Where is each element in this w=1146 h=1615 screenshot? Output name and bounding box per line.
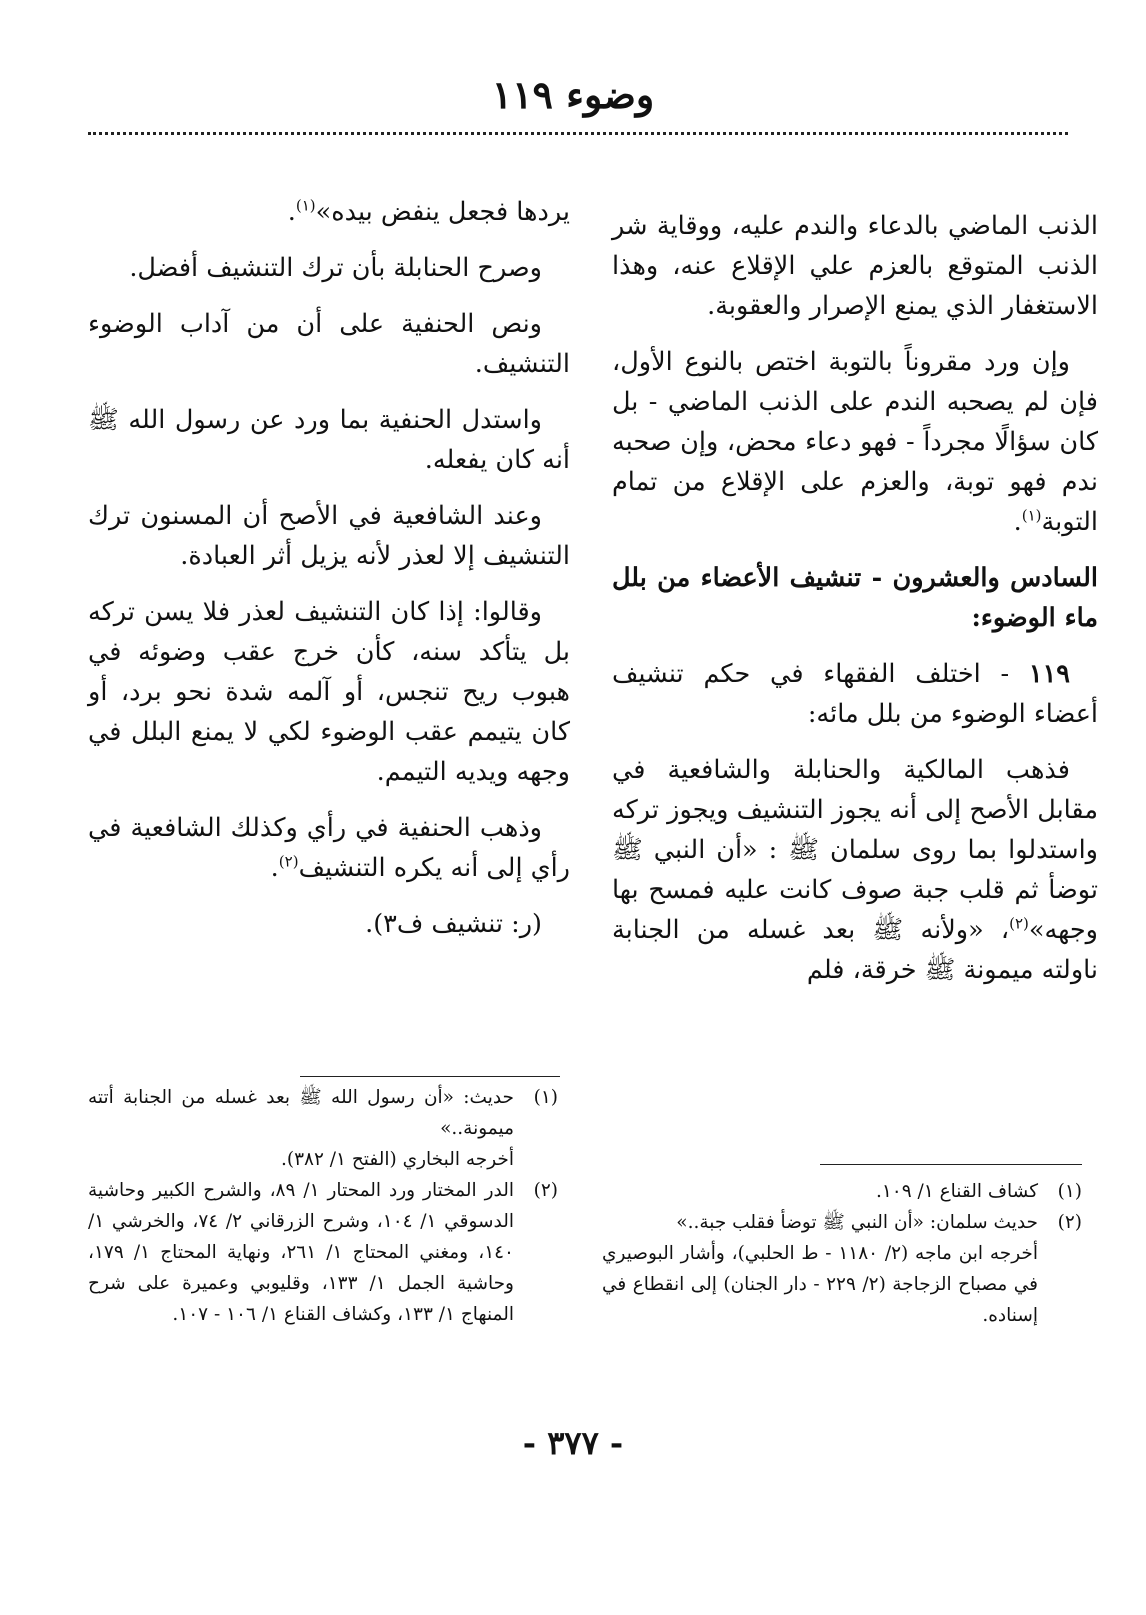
header-dotted-divider <box>88 132 1068 135</box>
right-column <box>612 206 1098 1006</box>
footnote-item <box>88 1082 558 1175</box>
footnote-marker: (١) <box>295 196 316 215</box>
footnote-number: (١) <box>1057 1181 1082 1202</box>
footnote-marker: (٢) <box>278 852 299 871</box>
left-paragraph-7 <box>88 808 570 888</box>
footnote-number: (٢) <box>1057 1212 1082 1233</box>
left-paragraph-2: وصرح الحنابلة بأن ترك التنشيف أفضل. <box>129 253 542 283</box>
footnote-line: أخرجه البخاري (الفتح ١/ ٣٨٢). <box>281 1149 514 1170</box>
footnote-number: (١) <box>533 1087 558 1108</box>
footnote-separator-right <box>820 1164 1082 1165</box>
right-paragraph-3 <box>612 654 1098 734</box>
left-p7-end: . <box>270 853 279 883</box>
footnote-line: حديث: «أن رسول الله ﷺ بعد غسله من الجنابة أتته ميمونة..» <box>88 1087 514 1139</box>
footnote-line: كشاف القناع ١/ ١٠٩. <box>875 1181 1038 1202</box>
cross-reference: (ر: تنشيف ف٣). <box>365 909 542 939</box>
footnote-marker: (٢) <box>1009 914 1029 933</box>
left-p1-end: . <box>287 197 296 227</box>
footnote-line: الدر المختار ورد المحتار ١/ ٨٩، والشرح الكبير وحاشية الدسوقي ١/ ١٠٤، وشرح الزرقاني ٢/ ٧٤، والخرشي ١/ ١٤٠، ومغني المحتاج ١/ ٢٦١، ونهاية المحتاج ١/ ١٧٩، وحاشية الجمل ١/ ١٣٣، وقليوبي وعميرة على شرح المنهاج ١/ ١٣٣، وكشاف القناع ١/ ١٠٦ - ١٠٧. <box>88 1180 514 1325</box>
right-paragraph-1 <box>612 206 1098 326</box>
footnote-body <box>88 1082 514 1175</box>
right-p4-text: فذهب المالكية والحنابلة والشافعية في مقابل الأصح إلى أنه يجوز التنشيف ويجوز تركه واستدلوا بما روى سلمان ﷺ : «أن النبي ﷺ توضأ ثم قلب جبة صوف كانت عليه فمسح بها وجهه» <box>612 755 1098 945</box>
left-paragraph-4: واستدل الحنفية بما ورد عن رسول الله ﷺ أنه كان يفعله. <box>88 405 570 475</box>
right-paragraph-4 <box>612 750 1098 990</box>
footnote-item <box>88 1175 558 1330</box>
left-p1-text: يردها فجعل ينفض بيده» <box>315 197 570 227</box>
footnote-number: (٢) <box>533 1180 558 1201</box>
footnotes-left <box>88 1082 558 1330</box>
right-p4-text-cont: ، «ولأنه ﷺ بعد غسله من الجنابة ناولته ميمونة ﷺ خرقة، فلم <box>612 915 1098 985</box>
footnote-item <box>602 1207 1082 1331</box>
right-p2-text: وإن ورد مقروناً بالتوبة اختص بالنوع الأول، فإن لم يصحبه الندم على الذنب الماضي - بل كان سؤالًا مجرداً - فهو دعاء محض، وإن صحبه ندم فهو توبة، والعزم على الإقلاع من تمام التوبة <box>612 347 1098 537</box>
footnote-marker: (١) <box>1021 506 1042 525</box>
footnote-separator-left <box>300 1076 560 1077</box>
footnote-line: أخرجه ابن ماجه (٢/ ١١٨٠ - ط الحلبي)، وأشار البوصيري في مصباح الزجاجة (٢/ ٢٢٩ - دار الجنان) إلى انقطاع في إسناده. <box>602 1243 1039 1326</box>
page-header-title: وضوء ١١٩ <box>491 72 655 117</box>
right-p3-text: - اختلف الفقهاء في حكم تنشيف أعضاء الوضوء من بلل مائه: <box>612 659 1098 729</box>
footnote-body <box>602 1207 1038 1331</box>
right-paragraph-2 <box>612 342 1098 542</box>
footnote-body <box>88 1175 514 1330</box>
footnote-body <box>602 1176 1038 1207</box>
page-number: - ٣٧٧ - <box>522 1424 624 1462</box>
left-column <box>88 192 570 962</box>
left-p7-text: وذهب الحنفية في رأي وكذلك الشافعية في رأي إلى أنه يكره التنشيف <box>88 813 570 883</box>
footnote-line: حديث سلمان: «أن النبي ﷺ توضأ فقلب جبة..» <box>676 1212 1038 1233</box>
left-paragraph-6: وقالوا: إذا كان التنشيف لعذر فلا يسن تركه بل يتأكد سنه، كأن خرج عقب وضوئه في هبوب ريح تنجس، أو آلمه شدة نحو برد، أو كان يتيمم عقب الوضوء لكي لا يمنع البلل في وجهه ويديه التيمم. <box>88 597 570 787</box>
left-paragraph-1 <box>88 192 570 232</box>
left-paragraph-3: ونص الحنفية على أن من آداب الوضوء التنشيف. <box>88 309 570 379</box>
left-paragraph-5: وعند الشافعية في الأصح أن المسنون ترك التنشيف إلا لعذر لأنه يزيل أثر العبادة. <box>88 501 570 571</box>
footnotes-right <box>602 1176 1082 1331</box>
section-heading: السادس والعشرون - تنشيف الأعضاء من بلل ماء الوضوء: <box>612 563 1098 633</box>
section-number: ١١٩ <box>1028 659 1070 689</box>
right-p2-end: . <box>1013 507 1022 537</box>
right-p1-text: الذنب الماضي بالدعاء والندم عليه، ووقاية شر الذنب المتوقع بالعزم علي الإقلاع عنه، وهذا الاستغفار الذي يمنع الإصرار والعقوبة. <box>612 211 1098 321</box>
footnote-item <box>602 1176 1082 1207</box>
